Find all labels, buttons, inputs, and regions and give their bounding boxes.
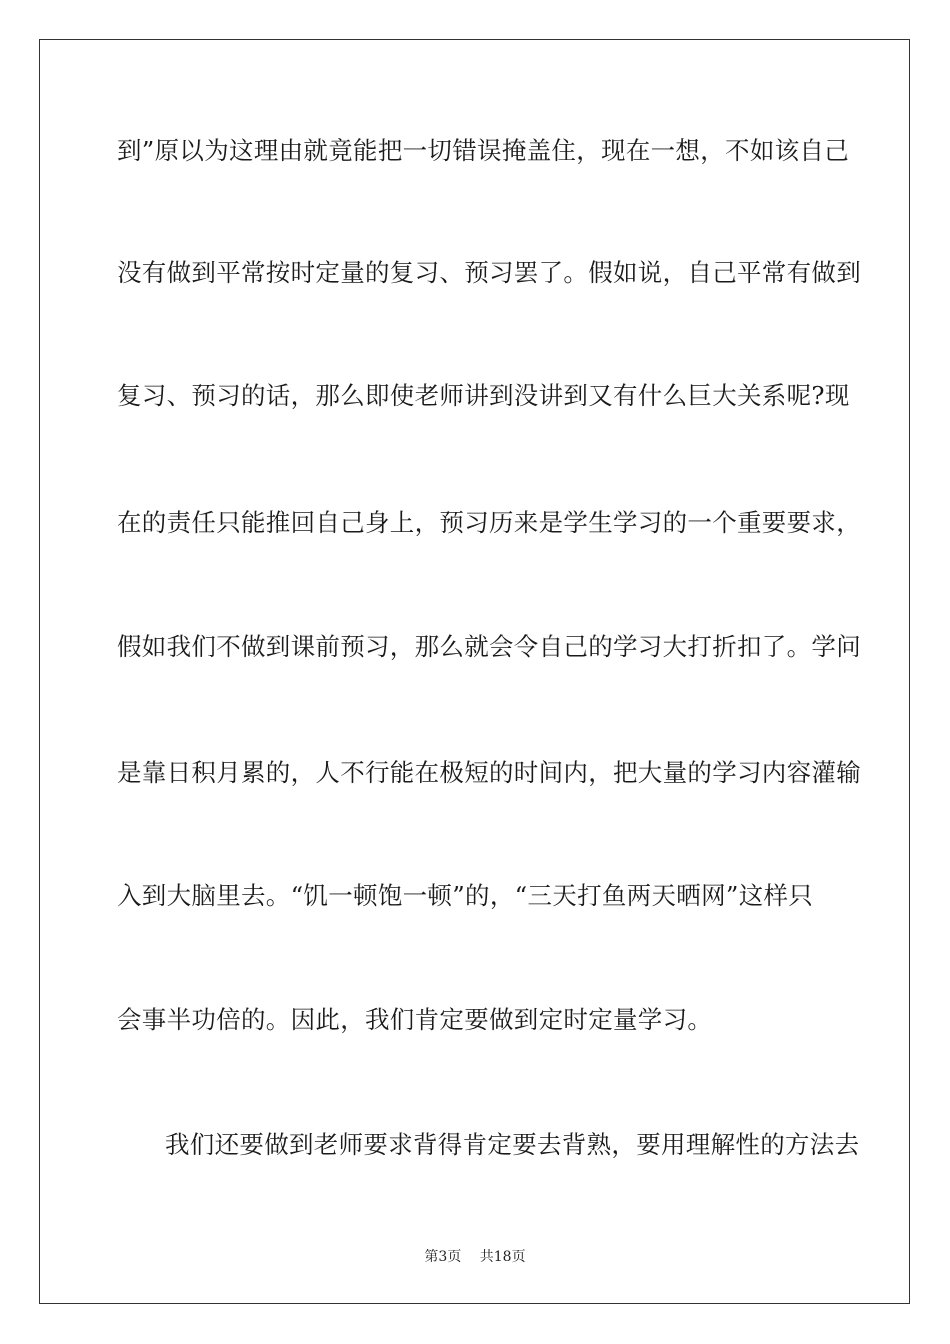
page-border [39, 39, 910, 1304]
body-text-line-3: 复习、预习的话，那么即使老师讲到没讲到又有什么巨大关系呢?现 [117, 381, 850, 410]
body-text-line-1: 到”原以为这理由就竟能把一切错误掩盖住，现在一想，不如该自己 [117, 136, 850, 165]
body-text-line-7: 入到大脑里去。“饥一顿饱一顿”的，“三天打鱼两天晒网”这样只 [117, 881, 814, 910]
body-text-line-5: 假如我们不做到课前预习，那么就会令自己的学习大打折扣了。学问 [117, 632, 861, 661]
body-text-line-4: 在的责任只能推回自己身上，预习历来是学生学习的一个重要要求， [117, 508, 861, 537]
body-text-line-9: 我们还要做到老师要求背得肯定要去背熟，要用理解性的方法去 [165, 1130, 860, 1159]
body-text-line-2: 没有做到平常按时定量的复习、预习罢了。假如说，自己平常有做到 [117, 258, 861, 287]
body-text-line-6: 是靠日积月累的，人不行能在极短的时间内，把大量的学习内容灌输 [117, 758, 861, 787]
page-number-footer: 第3页 共18页 [424, 1249, 526, 1265]
body-text-line-8: 会事半功倍的。因此，我们肯定要做到定时定量学习。 [117, 1005, 713, 1034]
